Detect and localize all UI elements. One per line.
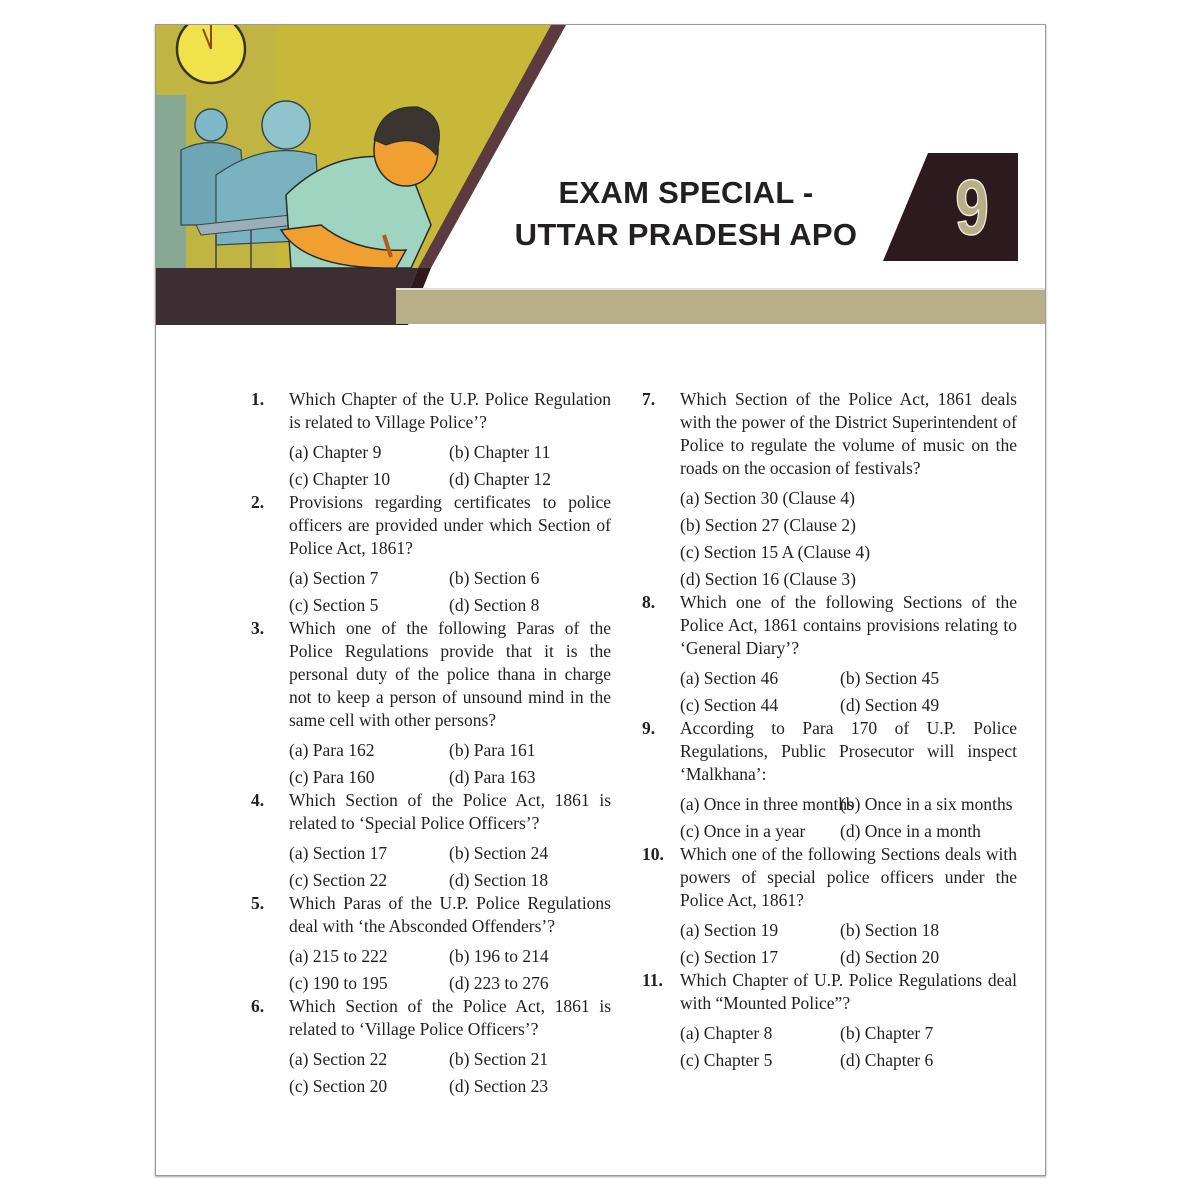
answer-options bbox=[289, 842, 611, 892]
option-b: (b) Once in a six months bbox=[840, 794, 1013, 814]
option-b: (b) Section 18 bbox=[840, 920, 940, 940]
question-text: Which Chapter of U.P. Police Regulations deal with “Mounted Police”? bbox=[680, 970, 1017, 1013]
answer-options bbox=[680, 919, 1017, 969]
option-d: (d) Para 163 bbox=[449, 767, 536, 787]
question-number: 10. bbox=[642, 844, 664, 864]
option-b: (b) Chapter 7 bbox=[840, 1023, 934, 1043]
question-item bbox=[251, 388, 611, 491]
chapter-title-line2: UTTAR PRADESH APO bbox=[514, 217, 858, 252]
option-c: (c) Section 20 bbox=[289, 1076, 388, 1096]
question-item bbox=[642, 843, 1017, 969]
option-d: (d) Chapter 6 bbox=[840, 1050, 934, 1070]
option-d: (d) Chapter 12 bbox=[449, 469, 552, 489]
option-b: (b) 196 to 214 bbox=[449, 946, 549, 966]
chapter-title-line1: EXAM SPECIAL - bbox=[558, 175, 814, 210]
answer-options bbox=[289, 567, 611, 617]
option-a: (a) Section 17 bbox=[289, 843, 388, 863]
question-number: 9. bbox=[642, 718, 656, 738]
option-d: (d) Once in a month bbox=[840, 821, 981, 841]
question-text: Which Section of the Police Act, 1861 deals with the power of the District Superintendent of Police to regulate the volume of music on the roads on the occasion of festivals? bbox=[680, 389, 1017, 478]
answer-options bbox=[680, 1022, 1017, 1072]
answer-options bbox=[680, 667, 1017, 717]
option-a: (a) Section 46 bbox=[680, 668, 779, 688]
questions-column-right bbox=[642, 388, 1017, 1072]
question-text: Which Chapter of the U.P. Police Regulation is related to Village Police’? bbox=[289, 389, 611, 432]
question-text: Which one of the following Sections of the Police Act, 1861 contains provisions relating to ‘General Diary’? bbox=[680, 592, 1017, 658]
answer-options bbox=[289, 1048, 611, 1098]
option-d: (d) 223 to 276 bbox=[449, 973, 549, 993]
question-number: 6. bbox=[251, 996, 265, 1016]
option-b: (b) Chapter 11 bbox=[449, 442, 551, 462]
question-item bbox=[251, 892, 611, 995]
option-a: (a) Chapter 9 bbox=[289, 442, 382, 462]
option-c: (c) Once in a year bbox=[680, 821, 806, 841]
option-a: (a) Chapter 8 bbox=[680, 1023, 773, 1043]
option-b: (b) Para 161 bbox=[449, 740, 536, 760]
chapter-number: 9 bbox=[955, 162, 989, 251]
questions-column-left bbox=[251, 388, 611, 1098]
question-number: 11. bbox=[642, 970, 663, 990]
option-c: (c) 190 to 195 bbox=[289, 973, 388, 993]
question-item bbox=[251, 995, 611, 1098]
chapter-title bbox=[456, 172, 916, 256]
question-number: 4. bbox=[251, 790, 265, 810]
option-d: (d) Section 20 bbox=[840, 947, 940, 967]
option-a: (a) Once in three months bbox=[680, 794, 854, 814]
option-c: (c) Chapter 10 bbox=[289, 469, 391, 489]
option-c: (c) Section 15 A (Clause 4) bbox=[680, 542, 871, 562]
question-item bbox=[642, 591, 1017, 717]
question-number: 7. bbox=[642, 389, 656, 409]
question-item bbox=[251, 491, 611, 617]
option-d: (d) Section 8 bbox=[449, 595, 540, 615]
option-b: (b) Section 45 bbox=[840, 668, 940, 688]
question-text: Which one of the following Paras of the Police Regulations provide that it is the personal duty of the police thana in charge not to keep a person of unsound mind in the same cell with other persons? bbox=[289, 618, 611, 730]
option-d: (d) Section 18 bbox=[449, 870, 549, 890]
answer-options bbox=[289, 945, 611, 995]
header-tan-bar bbox=[396, 290, 1045, 324]
option-d: (d) Section 23 bbox=[449, 1076, 549, 1096]
question-text: Which Section of the Police Act, 1861 is related to ‘Village Police Officers’? bbox=[289, 996, 611, 1039]
option-c: (c) Section 44 bbox=[680, 695, 779, 715]
question-text: Which one of the following Sections deals with powers of special police officers under the Police Act, 1861? bbox=[680, 844, 1017, 910]
question-item bbox=[642, 969, 1017, 1072]
option-a: (a) Section 22 bbox=[289, 1049, 388, 1069]
question-number: 2. bbox=[251, 492, 265, 512]
question-item bbox=[251, 617, 611, 789]
question-item bbox=[642, 388, 1017, 591]
option-b: (b) Section 24 bbox=[449, 843, 549, 863]
question-number: 5. bbox=[251, 893, 265, 913]
question-item bbox=[251, 789, 611, 892]
option-c: (c) Section 5 bbox=[289, 595, 379, 615]
answer-options bbox=[289, 441, 611, 491]
question-text: Which Paras of the U.P. Police Regulations deal with ‘the Absconded Offenders’? bbox=[289, 893, 611, 936]
option-a: (a) 215 to 222 bbox=[289, 946, 388, 966]
question-item bbox=[642, 717, 1017, 843]
option-a: (a) Para 162 bbox=[289, 740, 375, 760]
option-c: (c) Section 17 bbox=[680, 947, 779, 967]
option-a: (a) Section 30 (Clause 4) bbox=[680, 488, 855, 508]
option-a: (a) Section 7 bbox=[289, 568, 379, 588]
document-page bbox=[155, 24, 1046, 1176]
option-d: (d) Section 49 bbox=[840, 695, 940, 715]
option-a: (a) Section 19 bbox=[680, 920, 779, 940]
question-text: Which Section of the Police Act, 1861 is related to ‘Special Police Officers’? bbox=[289, 790, 611, 833]
answer-options bbox=[680, 793, 1017, 843]
option-c: (c) Para 160 bbox=[289, 767, 375, 787]
question-number: 3. bbox=[251, 618, 265, 638]
option-b: (b) Section 21 bbox=[449, 1049, 549, 1069]
answer-options bbox=[680, 487, 1017, 591]
option-b: (b) Section 27 (Clause 2) bbox=[680, 515, 856, 535]
option-d: (d) Section 16 (Clause 3) bbox=[680, 569, 856, 589]
option-c: (c) Section 22 bbox=[289, 870, 388, 890]
option-b: (b) Section 6 bbox=[449, 568, 540, 588]
question-text: According to Para 170 of U.P. Police Regulations, Public Prosecutor will inspect ‘Malkhana’: bbox=[680, 718, 1017, 784]
question-number: 8. bbox=[642, 592, 656, 612]
question-number: 1. bbox=[251, 389, 265, 409]
question-text: Provisions regarding certificates to police officers are provided under which Section of Police Act, 1861? bbox=[289, 492, 611, 558]
option-c: (c) Chapter 5 bbox=[680, 1050, 773, 1070]
answer-options bbox=[289, 739, 611, 789]
